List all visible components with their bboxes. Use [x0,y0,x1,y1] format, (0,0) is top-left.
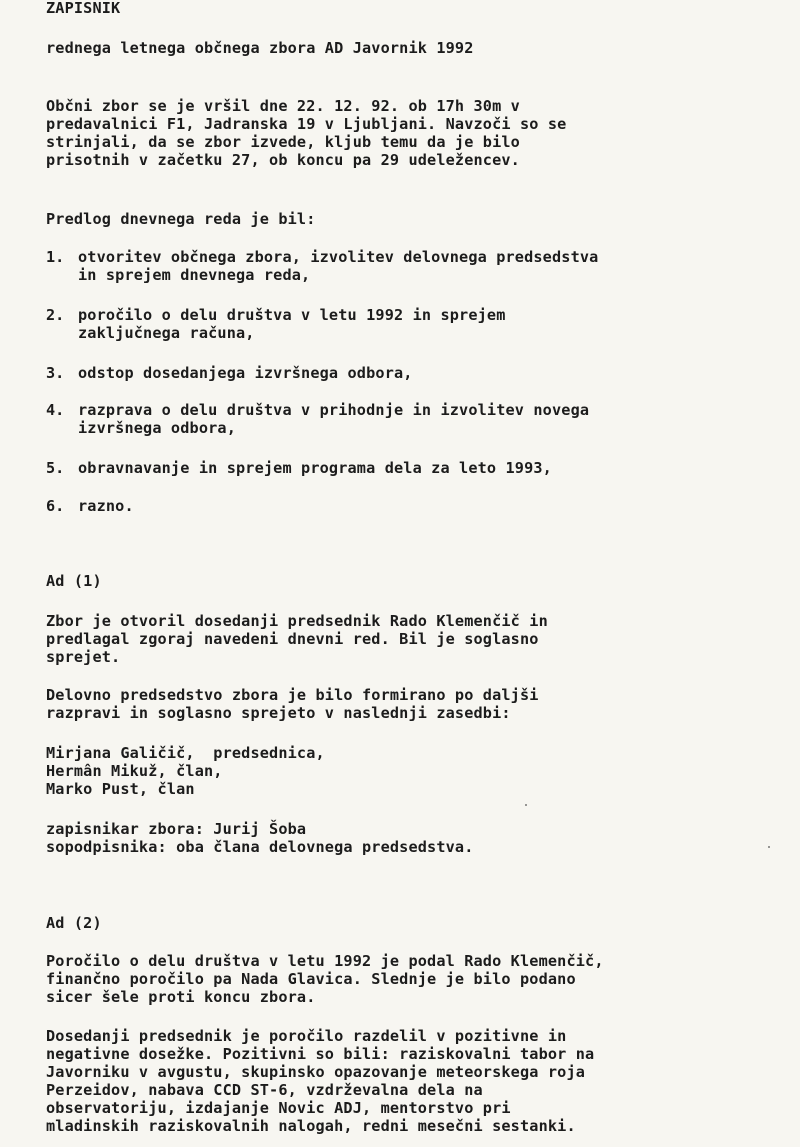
agenda-item-text: in sprejem dnevnega reda, [78,266,311,284]
agenda-item-number: 4. [46,401,65,419]
paragraph-line: observatoriju, izdajanje Novic ADJ, mentorstvo pri [46,1099,511,1117]
scan-speck [525,804,527,806]
member-line: Mirjana Galičič, predsednica, [46,744,325,762]
agenda-item-number: 5. [46,459,65,477]
paragraph-line: Dosedanji predsednik je poročilo razdelil v pozitivne in [46,1027,567,1045]
paragraph-line: Zbor je otvoril dosedanji predsednik Rado Klemenčič in [46,612,548,630]
agenda-item-text: odstop dosedanjega izvršnega odbora, [78,364,413,382]
agenda-item-text: razno. [78,497,134,515]
paragraph-line: predlagal zgoraj navedeni dnevni red. Bil je soglasno [46,630,539,648]
paragraph-line: mladinskih raziskovalnih nalogah, redni mesečni sestanki. [46,1117,576,1135]
agenda-heading: Predlog dnevnega reda je bil: [46,210,316,228]
agenda-item-number: 3. [46,364,65,382]
agenda-item-number: 2. [46,306,65,324]
recorder-line: sopodpisnika: oba člana delovnega predsedstva. [46,838,474,856]
agenda-item-text: obravnavanje in sprejem programa dela za leto 1993, [78,459,552,477]
agenda-item-number: 1. [46,248,65,266]
member-line: Marko Pust, član [46,780,195,798]
agenda-item-number: 6. [46,497,65,515]
paragraph-line: Javorniku v avgustu, skupinsko opazovanje meteorskega roja [46,1063,586,1081]
member-line: Hermân Mikuž, član, [46,762,223,780]
agenda-item-text: izvršnega odbora, [78,419,236,437]
document-title: ZAPISNIK [46,0,121,17]
agenda-item-text: razprava o delu društva v prihodnje in izvolitev novega [78,401,590,419]
paragraph-line: sicer šele proti koncu zbora. [46,988,316,1006]
agenda-item-text: zaključnega računa, [78,324,255,342]
paragraph-line: negativne dosežke. Pozitivni so bili: raziskovalni tabor na [46,1045,595,1063]
recorder-line: zapisnikar zbora: Jurij Šoba [46,820,307,838]
agenda-item-text: poročilo o delu društva v letu 1992 in sprejem [78,306,506,324]
agenda-item-text: otvoritev občnega zbora, izvolitev delovnega predsedstva [78,248,599,266]
document-subtitle: rednega letnega občnega zbora AD Javornik 1992 [46,39,474,57]
paragraph-line: razpravi in soglasno sprejeto v naslednji zasedbi: [46,704,511,722]
paragraph-line: sprejet. [46,648,121,666]
intro-line: Občni zbor se je vršil dne 22. 12. 92. ob 17h 30m v [46,97,520,115]
scan-speck [768,846,770,848]
paragraph-line: Delovno predsedstvo zbora je bilo formirano po daljši [46,686,539,704]
intro-line: strinjali, da se zbor izvede, kljub temu da je bilo [46,133,520,151]
paragraph-line: finančno poročilo pa Nada Glavica. Slednje je bilo podano [46,970,576,988]
paragraph-line: Perzeidov, nabava CCD ST-6, vzdrževalna dela na [46,1081,483,1099]
section-heading: Ad (2) [46,914,102,932]
intro-line: prisotnih v začetku 27, ob koncu pa 29 udeležencev. [46,151,520,169]
section-heading: Ad (1) [46,572,102,590]
paragraph-line: Poročilo o delu društva v letu 1992 je podal Rado Klemenčič, [46,952,604,970]
intro-line: predavalnici F1, Jadranska 19 v Ljubljani. Navzoči so se [46,115,567,133]
